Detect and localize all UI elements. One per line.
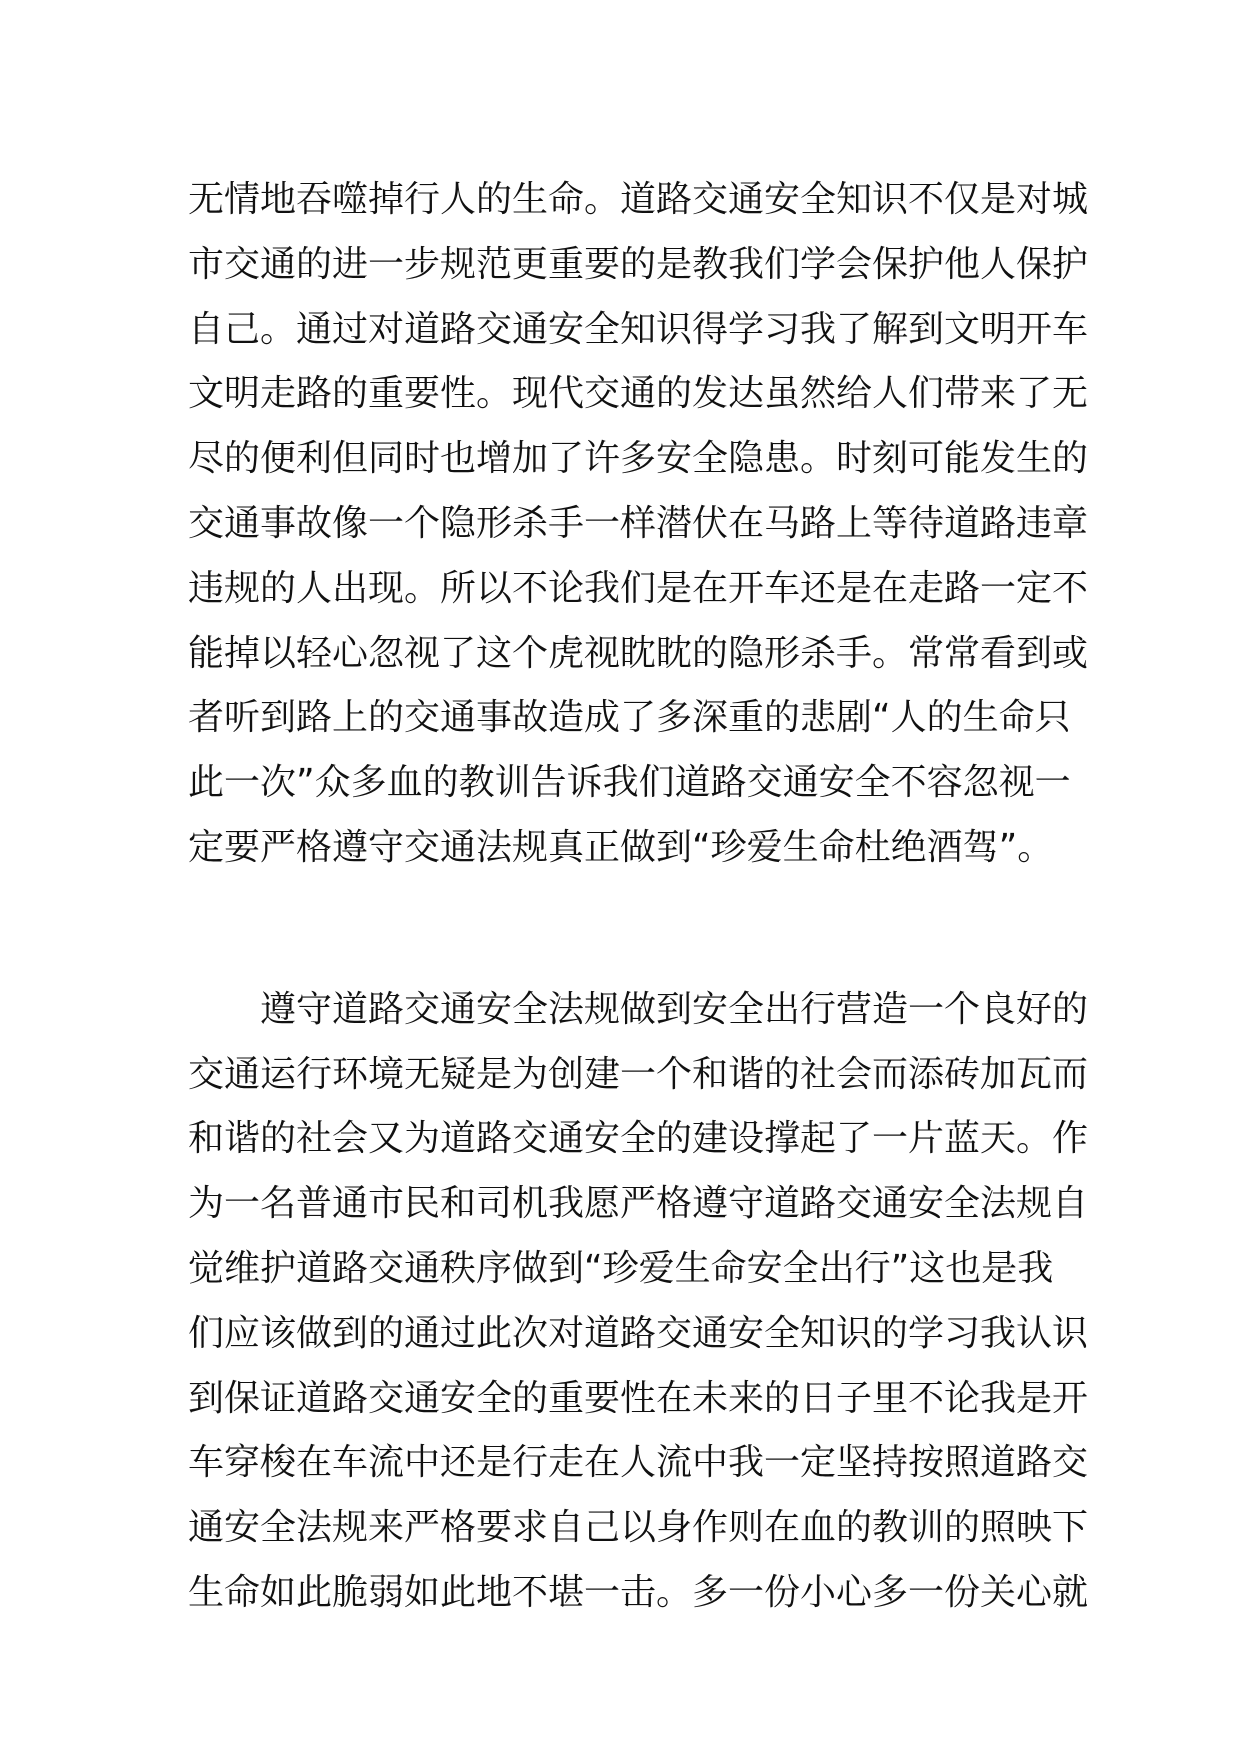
paragraph-2: [188, 978, 1089, 1626]
text-line: 尽的便利但同时也增加了许多安全隐患。时刻可能发生的: [188, 438, 1089, 480]
text-line: 无情地吞噬掉行人的生命。道路交通安全知识不仅是对城: [188, 179, 1089, 220]
text-line: 生命如此脆弱如此地不堪一击。多一份小心多一份关心就: [188, 1571, 1089, 1613]
text-line: 觉维护道路交通秩序做到“珍爱生命安全出行”这也是我: [188, 1247, 1054, 1289]
text-line: 此一次”众多血的教训告诉我们道路交通安全不容忽视一: [188, 762, 1071, 804]
text-line: 们应该做到的通过此次对道路交通安全知识的学习我认识: [188, 1312, 1089, 1354]
text-line: 和谐的社会又为道路交通安全的建设撑起了一片蓝天。作: [188, 1118, 1089, 1160]
paragraph-1: [188, 168, 1089, 881]
text-line: 为一名普通市民和司机我愿严格遵守道路交通安全法规自: [188, 1183, 1089, 1225]
text-line: 自己。通过对道路交通安全知识得学习我了解到文明开车: [188, 308, 1089, 350]
text-line: 交通事故像一个隐形杀手一样潜伏在马路上等待道路违章: [188, 502, 1089, 544]
text-line: 违规的人出现。所以不论我们是在开车还是在走路一定不: [188, 567, 1089, 609]
body-text: [188, 168, 1089, 1626]
text-line-indented: 遵守道路交通安全法规做到安全出行营造一个良好的: [260, 988, 1089, 1030]
text-line: 通安全法规来严格要求自己以身作则在血的教训的照映下: [188, 1507, 1089, 1549]
text-line: 市交通的进一步规范更重要的是教我们学会保护他人保护: [188, 243, 1089, 285]
text-line: 交通运行环境无疑是为创建一个和谐的社会而添砖加瓦而: [188, 1053, 1089, 1095]
text-line: 文明走路的重要性。现代交通的发达虽然给人们带来了无: [188, 373, 1089, 415]
text-line: 者听到路上的交通事故造成了多深重的悲剧“人的生命只: [188, 697, 1071, 739]
text-line: 到保证道路交通安全的重要性在未来的日子里不论我是开: [188, 1377, 1089, 1419]
text-line: 能掉以轻心忽视了这个虎视眈眈的隐形杀手。常常看到或: [188, 632, 1089, 674]
text-line: 定要严格遵守交通法规真正做到“珍爱生命杜绝酒驾”。: [188, 826, 1054, 868]
paragraph-spacer: [188, 881, 1058, 978]
text-line: 车穿梭在车流中还是行走在人流中我一定坚持按照道路交: [188, 1442, 1089, 1484]
